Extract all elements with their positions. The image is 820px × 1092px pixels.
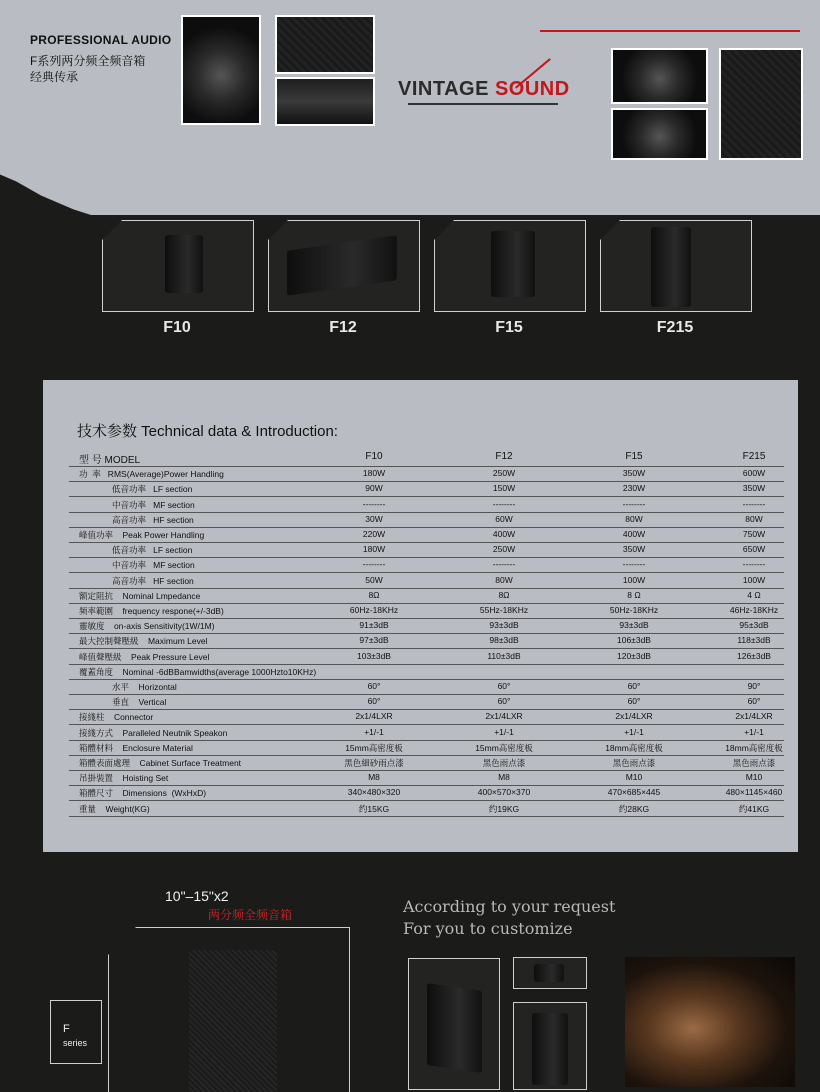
speaker-photo-top bbox=[611, 48, 708, 104]
spec-value: 470×685×445 bbox=[607, 787, 661, 798]
spec-value: 106±3dB bbox=[617, 635, 651, 646]
spec-value: 约19KG bbox=[488, 803, 520, 814]
spec-value: 60° bbox=[627, 681, 641, 691]
spec-value: 60Hz-18KHz bbox=[349, 605, 399, 615]
cabinet-image bbox=[165, 235, 203, 293]
model-label-f15: F15 bbox=[495, 319, 523, 336]
spec-value: 50W bbox=[365, 574, 383, 585]
cabinet-side-image bbox=[532, 1013, 568, 1085]
spec-value: +1/-1 bbox=[624, 726, 644, 737]
spec-value: 80W bbox=[495, 574, 513, 585]
cabinet-angle-frame bbox=[408, 958, 500, 1090]
spec-value: +1/-1 bbox=[364, 726, 384, 737]
spec-row bbox=[69, 557, 784, 573]
spec-value: 95±3dB bbox=[739, 620, 769, 631]
slogan-line-2: For you to customize bbox=[403, 919, 573, 938]
spec-value: -------- bbox=[742, 498, 766, 509]
spec-row bbox=[69, 801, 784, 817]
model-box-f215 bbox=[600, 220, 752, 312]
spec-row bbox=[69, 527, 784, 543]
spec-value: 400W bbox=[622, 529, 646, 539]
spec-value: 93±3dB bbox=[489, 620, 519, 631]
featured-cabinet-frame bbox=[108, 927, 350, 1092]
spec-row bbox=[69, 770, 784, 786]
spec-value: 18mm高密度板 bbox=[725, 742, 783, 753]
spec-value: 180W bbox=[362, 468, 386, 479]
spec-row bbox=[69, 755, 784, 771]
model-box-f15 bbox=[434, 220, 586, 312]
slogan-line-1: According to your request bbox=[403, 897, 616, 916]
cn-tagline: 经典传承 bbox=[30, 70, 79, 84]
cabinet-image bbox=[491, 231, 535, 297]
spec-label: 峰值功率 Peak Power Handling bbox=[79, 530, 205, 540]
spec-value: 55Hz-18KHz bbox=[479, 605, 529, 615]
spec-label: 峰值聲壓級 Peak Pressure Level bbox=[79, 651, 210, 662]
series-letter: F bbox=[63, 1023, 70, 1035]
spec-value: 80W bbox=[745, 513, 763, 524]
size-subtitle: 两分频全频音箱 bbox=[208, 908, 293, 922]
spec-row bbox=[69, 664, 784, 680]
spec-label: 箱體尺寸 Dimensions (WxHxD) bbox=[79, 788, 207, 799]
model-box-f12 bbox=[268, 220, 420, 312]
spec-value: 8Ω bbox=[368, 589, 380, 600]
spec-row bbox=[69, 588, 784, 604]
spec-value: 15mm高密度板 bbox=[475, 742, 533, 753]
divider-line bbox=[408, 103, 558, 105]
spec-value: 350W bbox=[622, 544, 646, 555]
spec-value: 220W bbox=[362, 529, 386, 539]
spec-value: 98±3dB bbox=[489, 635, 519, 646]
spec-value: +1/-1 bbox=[494, 726, 514, 737]
spec-value: -------- bbox=[622, 559, 646, 570]
spec-column-header: F10 bbox=[365, 451, 383, 462]
spec-value: 100W bbox=[622, 574, 646, 585]
spec-row bbox=[69, 785, 784, 801]
spec-row bbox=[69, 618, 784, 634]
spec-value: 46Hz-18KHz bbox=[729, 605, 779, 615]
spec-value: 60° bbox=[497, 696, 511, 707]
spec-value: 480×1145×460 bbox=[725, 787, 783, 798]
spec-value: 350W bbox=[742, 483, 766, 494]
spec-header-label: 型 号 MODEL bbox=[79, 455, 141, 466]
spec-label: 吊掛裝置 Hoisting Set bbox=[79, 773, 169, 784]
spec-label: 高音功率 HF section bbox=[79, 514, 194, 525]
spec-value: 60W bbox=[495, 513, 513, 524]
spec-row bbox=[69, 694, 784, 710]
spec-value: M8 bbox=[368, 772, 380, 783]
spec-value: 180W bbox=[362, 544, 386, 555]
spec-value: 250W bbox=[492, 544, 516, 555]
cabinet-side-frame bbox=[513, 1002, 587, 1090]
guitar-photo bbox=[625, 957, 795, 1087]
tagline-dark: VINTAGE bbox=[398, 78, 495, 100]
spec-value: 4 Ω bbox=[747, 589, 761, 600]
series-word: series bbox=[63, 1038, 88, 1048]
model-label-f12: F12 bbox=[329, 319, 357, 336]
spec-value: 150W bbox=[492, 483, 516, 494]
spec-value: 2x1/4LXR bbox=[485, 711, 523, 722]
spec-label: 垂直 Vertical bbox=[79, 697, 167, 708]
spec-value: 黑色雨点漆 bbox=[482, 758, 526, 768]
spec-value: M8 bbox=[498, 772, 510, 783]
spec-row bbox=[69, 542, 784, 558]
spec-value: 黑色雨点漆 bbox=[732, 758, 776, 768]
technical-data-panel bbox=[43, 380, 798, 852]
spec-row bbox=[69, 679, 784, 695]
spec-value: 黑色細砂雨点漆 bbox=[344, 758, 404, 768]
spec-value: 18mm高密度板 bbox=[605, 742, 663, 753]
spec-value: 60° bbox=[627, 696, 641, 707]
spec-value: 8 Ω bbox=[627, 589, 641, 600]
series-badge bbox=[50, 1000, 102, 1064]
spec-row bbox=[69, 573, 784, 589]
spec-row bbox=[69, 466, 784, 482]
spec-value: 60° bbox=[497, 681, 511, 691]
speaker-photo-crossover bbox=[275, 77, 375, 126]
cabinet-angle-image bbox=[427, 983, 482, 1073]
spec-value: 2x1/4LXR bbox=[355, 711, 393, 722]
tagline-red: SOUND bbox=[494, 78, 570, 100]
spec-label: 频率範圍 frequency respone(+/-3dB) bbox=[79, 606, 224, 616]
spec-value: 90° bbox=[747, 681, 761, 691]
spec-value: 约28KG bbox=[618, 803, 650, 814]
brand-title: PROFESSIONAL AUDIO bbox=[30, 33, 172, 47]
spec-row bbox=[69, 725, 784, 741]
spec-value: 650W bbox=[742, 544, 766, 555]
cabinet-top-image bbox=[534, 964, 564, 982]
model-label-f215: F215 bbox=[656, 319, 694, 336]
spec-row bbox=[69, 497, 784, 513]
size-label: 10"–15"x2 bbox=[165, 888, 229, 904]
spec-value: 2x1/4LXR bbox=[615, 711, 653, 722]
spec-label: 低音功率 LF section bbox=[79, 545, 193, 556]
spec-label: 最大控制聲壓級 Maximum Level bbox=[79, 636, 208, 647]
spec-value: 60° bbox=[367, 681, 381, 691]
spec-value: 93±3dB bbox=[619, 620, 649, 631]
spec-label: 功 率 RMS(Average)Power Handling bbox=[79, 469, 224, 480]
spec-value: 126±3dB bbox=[737, 650, 771, 661]
spec-row bbox=[69, 740, 784, 756]
spec-value: 600W bbox=[742, 468, 766, 479]
spec-value: 400W bbox=[492, 529, 516, 539]
spec-row bbox=[69, 633, 784, 649]
featured-cabinet-image bbox=[189, 950, 277, 1092]
spec-value: 30W bbox=[365, 513, 383, 524]
spec-value: 黑色雨点漆 bbox=[612, 758, 656, 768]
tech-title: 技术参数 Technical data & Introduction: bbox=[77, 423, 338, 440]
spec-value: 15mm高密度板 bbox=[345, 742, 403, 753]
spec-value: M10 bbox=[625, 772, 643, 783]
spec-value: 2x1/4LXR bbox=[735, 711, 773, 722]
spec-value: 97±3dB bbox=[359, 635, 389, 646]
spec-row bbox=[69, 481, 784, 497]
spec-value: +1/-1 bbox=[744, 726, 764, 737]
spec-value: 约15KG bbox=[358, 803, 390, 814]
spec-value: -------- bbox=[742, 559, 766, 570]
spec-value: 60° bbox=[747, 696, 761, 707]
spec-value: 50Hz-18KHz bbox=[609, 605, 659, 615]
spec-row bbox=[69, 709, 784, 725]
spec-label: 箱體表面處理 Cabinet Surface Treatment bbox=[79, 758, 242, 768]
spec-value: -------- bbox=[362, 498, 386, 509]
spec-column-header: F12 bbox=[495, 451, 513, 462]
accent-line bbox=[540, 30, 800, 32]
spec-label: 高音功率 HF section bbox=[79, 575, 194, 586]
spec-label: 箱體材料 Enclosure Material bbox=[79, 742, 193, 753]
spec-value: 60° bbox=[367, 696, 381, 707]
spec-label: 中音功率 MF section bbox=[79, 499, 195, 510]
spec-label: 接綫柱 Connector bbox=[79, 712, 154, 723]
spec-column-header: F15 bbox=[625, 451, 643, 462]
spec-value: 80W bbox=[625, 513, 643, 524]
spec-value: M10 bbox=[745, 772, 763, 783]
spec-value: 230W bbox=[622, 483, 646, 494]
vintage-sound-tagline bbox=[398, 78, 570, 101]
spec-value: 100W bbox=[742, 574, 766, 585]
spec-value: 91±3dB bbox=[359, 620, 389, 631]
spec-value: 250W bbox=[492, 468, 516, 479]
spec-row bbox=[69, 649, 784, 665]
cn-subtitle: F系列两分频全频音箱 bbox=[30, 54, 146, 68]
speaker-photo-front bbox=[181, 15, 261, 125]
spec-column-header: F215 bbox=[742, 451, 766, 462]
spec-value: 750W bbox=[742, 529, 766, 539]
spec-value: 8Ω bbox=[498, 589, 510, 600]
spec-value: 110±3dB bbox=[487, 650, 521, 661]
spec-value: 103±3dB bbox=[357, 650, 391, 661]
spec-value: 120±3dB bbox=[617, 650, 651, 661]
speaker-photo-driver bbox=[611, 108, 708, 160]
spec-header-row bbox=[69, 451, 784, 467]
speaker-photo-handle bbox=[719, 48, 803, 160]
spec-value: 400×570×370 bbox=[477, 787, 531, 798]
spec-value: -------- bbox=[362, 559, 386, 570]
spec-label: 水平 Horizontal bbox=[79, 682, 177, 692]
spec-value: 约41KG bbox=[738, 803, 770, 814]
spec-value: -------- bbox=[622, 498, 646, 509]
model-label-f10: F10 bbox=[163, 319, 191, 336]
spec-label: 接綫方式 Paralleled Neutnik Speakon bbox=[79, 727, 228, 738]
spec-label: 中音功率 MF section bbox=[79, 560, 195, 571]
spec-label: 额定阻抗 Nominal Lmpedance bbox=[79, 590, 201, 601]
spec-label: 低音功率 LF section bbox=[79, 484, 193, 495]
spec-value: 350W bbox=[622, 468, 646, 479]
spec-row bbox=[69, 512, 784, 528]
cabinet-image bbox=[287, 235, 397, 295]
spec-label: 重量 Weight(KG) bbox=[79, 803, 150, 814]
spec-value: 90W bbox=[365, 483, 383, 494]
spec-value: -------- bbox=[492, 559, 516, 570]
spec-row bbox=[69, 603, 784, 619]
speaker-photo-connector bbox=[275, 15, 375, 74]
spec-value: 118±3dB bbox=[737, 635, 771, 646]
cabinet-image bbox=[651, 227, 691, 307]
spec-label: 靈敏度 on-axis Sensitivity(1W/1M) bbox=[79, 621, 215, 632]
cabinet-top-frame bbox=[513, 957, 587, 989]
model-box-f10 bbox=[102, 220, 254, 312]
spec-value: -------- bbox=[492, 498, 516, 509]
spec-value: 340×480×320 bbox=[347, 787, 401, 798]
spec-label: 覆蓋角度 Nominal -6dBBamwidths(average 1000Hzto10KHz) bbox=[79, 666, 317, 677]
